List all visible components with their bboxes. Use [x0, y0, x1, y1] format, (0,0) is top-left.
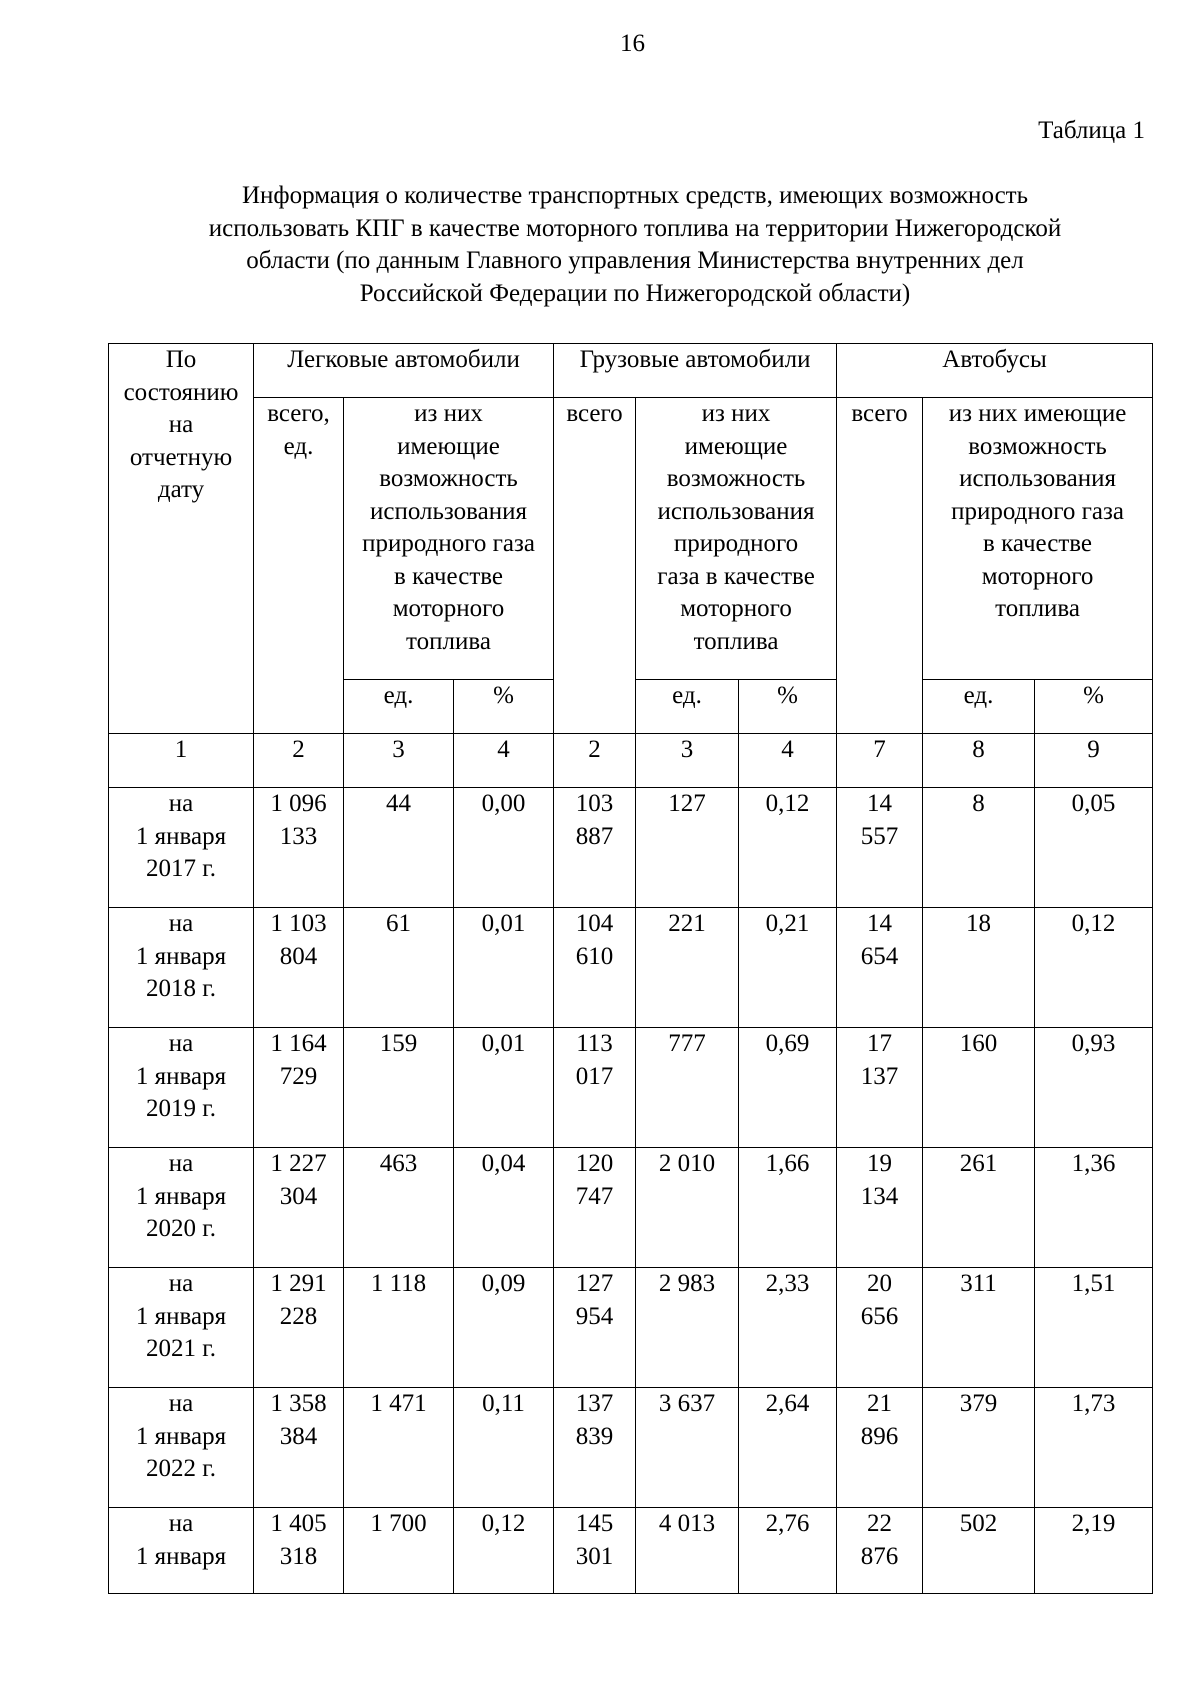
trucks-total-cell: 120 747 — [554, 1148, 636, 1268]
cars-total-cell: 1 358 384 — [254, 1388, 344, 1508]
title-line: использовать КПГ в качестве моторного топлива на территории Нижегородской — [208, 214, 1062, 242]
title-line: Российской Федерации по Нижегородской области) — [359, 279, 911, 307]
page-number: 16 — [620, 30, 645, 57]
cars-gas-cell: 44 — [344, 788, 454, 908]
header-cars-gas: из них имеющие возможность использования природного газа в качестве моторного топлива — [344, 398, 554, 680]
table-row — [109, 1508, 1153, 1594]
buses-gas-cell: 261 — [923, 1148, 1035, 1268]
header-buses-total: всего — [837, 398, 923, 734]
header-group-row — [109, 344, 1153, 398]
date-cell: на 1 января — [109, 1508, 254, 1594]
unit-ed: ед. — [923, 680, 1035, 734]
column-number: 3 — [344, 734, 454, 788]
trucks-pct-cell: 0,21 — [739, 908, 837, 1028]
cars-total-cell: 1 164 729 — [254, 1028, 344, 1148]
trucks-pct-cell: 2,33 — [739, 1268, 837, 1388]
cars-gas-cell: 463 — [344, 1148, 454, 1268]
buses-total-cell: 21 896 — [837, 1388, 923, 1508]
buses-gas-cell: 311 — [923, 1268, 1035, 1388]
header-date: По состоянию на отчетную дату — [109, 344, 254, 734]
buses-pct-cell: 0,05 — [1035, 788, 1153, 908]
table-row — [109, 908, 1153, 1028]
table-row — [109, 1268, 1153, 1388]
column-number: 4 — [739, 734, 837, 788]
table-row — [109, 788, 1153, 908]
column-number: 7 — [837, 734, 923, 788]
cars-total-cell: 1 405 318 — [254, 1508, 344, 1594]
trucks-gas-cell: 777 — [636, 1028, 739, 1148]
column-number: 4 — [454, 734, 554, 788]
column-number: 8 — [923, 734, 1035, 788]
date-cell: на 1 января 2021 г. — [109, 1268, 254, 1388]
buses-pct-cell: 0,12 — [1035, 908, 1153, 1028]
table-row — [109, 1388, 1153, 1508]
title-line: области (по данным Главного управления Министерства внутренних дел — [246, 247, 1024, 274]
cars-pct-cell: 0,01 — [454, 1028, 554, 1148]
buses-total-cell: 17 137 — [837, 1028, 923, 1148]
buses-pct-cell: 1,36 — [1035, 1148, 1153, 1268]
unit-pct: % — [739, 680, 837, 734]
cars-total-cell: 1 103 804 — [254, 908, 344, 1028]
buses-gas-cell: 160 — [923, 1028, 1035, 1148]
title-line: Информация о количестве транспортных средств, имеющих возможность — [242, 182, 1028, 209]
cars-gas-cell: 1 700 — [344, 1508, 454, 1594]
trucks-total-cell: 113 017 — [554, 1028, 636, 1148]
buses-pct-cell: 0,93 — [1035, 1028, 1153, 1148]
header-trucks-gas: из них имеющие возможность использования природного газа в качестве моторного топлива — [636, 398, 837, 680]
buses-total-cell: 19 134 — [837, 1148, 923, 1268]
trucks-total-cell: 145 301 — [554, 1508, 636, 1594]
trucks-gas-cell: 2 983 — [636, 1268, 739, 1388]
unit-ed: ед. — [344, 680, 454, 734]
cars-pct-cell: 0,11 — [454, 1388, 554, 1508]
cars-gas-cell: 61 — [344, 908, 454, 1028]
table-row — [109, 1028, 1153, 1148]
table-label: Таблица 1 — [1038, 117, 1145, 144]
date-cell: на 1 января 2022 г. — [109, 1388, 254, 1508]
date-cell: на 1 января 2020 г. — [109, 1148, 254, 1268]
buses-gas-cell: 8 — [923, 788, 1035, 908]
cars-total-cell: 1 096 133 — [254, 788, 344, 908]
column-number: 3 — [636, 734, 739, 788]
header-cars-total: всего, ед. — [254, 398, 344, 734]
column-number: 2 — [554, 734, 636, 788]
cars-pct-cell: 0,12 — [454, 1508, 554, 1594]
table-row — [109, 1148, 1153, 1268]
date-cell: на 1 января 2019 г. — [109, 1028, 254, 1148]
buses-total-cell: 14 654 — [837, 908, 923, 1028]
trucks-pct-cell: 0,69 — [739, 1028, 837, 1148]
cars-pct-cell: 0,01 — [454, 908, 554, 1028]
trucks-total-cell: 104 610 — [554, 908, 636, 1028]
trucks-pct-cell: 2,64 — [739, 1388, 837, 1508]
column-number-row — [109, 734, 1153, 788]
cars-gas-cell: 159 — [344, 1028, 454, 1148]
header-cars: Легковые автомобили — [254, 344, 554, 398]
unit-pct: % — [454, 680, 554, 734]
buses-gas-cell: 379 — [923, 1388, 1035, 1508]
column-number: 9 — [1035, 734, 1153, 788]
vehicles-table — [108, 343, 1153, 1594]
column-number: 2 — [254, 734, 344, 788]
unit-pct: % — [1035, 680, 1153, 734]
buses-pct-cell: 2,19 — [1035, 1508, 1153, 1594]
header-trucks-total: всего — [554, 398, 636, 734]
trucks-gas-cell: 127 — [636, 788, 739, 908]
trucks-total-cell: 127 954 — [554, 1268, 636, 1388]
header-main-row — [109, 398, 1153, 680]
column-number: 1 — [109, 734, 254, 788]
buses-pct-cell: 1,73 — [1035, 1388, 1153, 1508]
trucks-gas-cell: 221 — [636, 908, 739, 1028]
cars-total-cell: 1 227 304 — [254, 1148, 344, 1268]
cars-pct-cell: 0,04 — [454, 1148, 554, 1268]
date-cell: на 1 января 2017 г. — [109, 788, 254, 908]
trucks-gas-cell: 2 010 — [636, 1148, 739, 1268]
buses-total-cell: 22 876 — [837, 1508, 923, 1594]
trucks-total-cell: 137 839 — [554, 1388, 636, 1508]
cars-gas-cell: 1 118 — [344, 1268, 454, 1388]
cars-pct-cell: 0,00 — [454, 788, 554, 908]
buses-gas-cell: 502 — [923, 1508, 1035, 1594]
buses-gas-cell: 18 — [923, 908, 1035, 1028]
cars-total-cell: 1 291 228 — [254, 1268, 344, 1388]
trucks-total-cell: 103 887 — [554, 788, 636, 908]
header-trucks: Грузовые автомобили — [554, 344, 837, 398]
buses-total-cell: 14 557 — [837, 788, 923, 908]
trucks-pct-cell: 2,76 — [739, 1508, 837, 1594]
trucks-gas-cell: 4 013 — [636, 1508, 739, 1594]
header-buses-gas: из них имеющие возможность использования природного газа в качестве моторного топлива — [923, 398, 1153, 680]
trucks-pct-cell: 1,66 — [739, 1148, 837, 1268]
buses-total-cell: 20 656 — [837, 1268, 923, 1388]
trucks-gas-cell: 3 637 — [636, 1388, 739, 1508]
header-buses: Автобусы — [837, 344, 1153, 398]
cars-gas-cell: 1 471 — [344, 1388, 454, 1508]
table-title — [100, 180, 1170, 310]
cars-pct-cell: 0,09 — [454, 1268, 554, 1388]
buses-pct-cell: 1,51 — [1035, 1268, 1153, 1388]
unit-ed: ед. — [636, 680, 739, 734]
trucks-pct-cell: 0,12 — [739, 788, 837, 908]
date-cell: на 1 января 2018 г. — [109, 908, 254, 1028]
